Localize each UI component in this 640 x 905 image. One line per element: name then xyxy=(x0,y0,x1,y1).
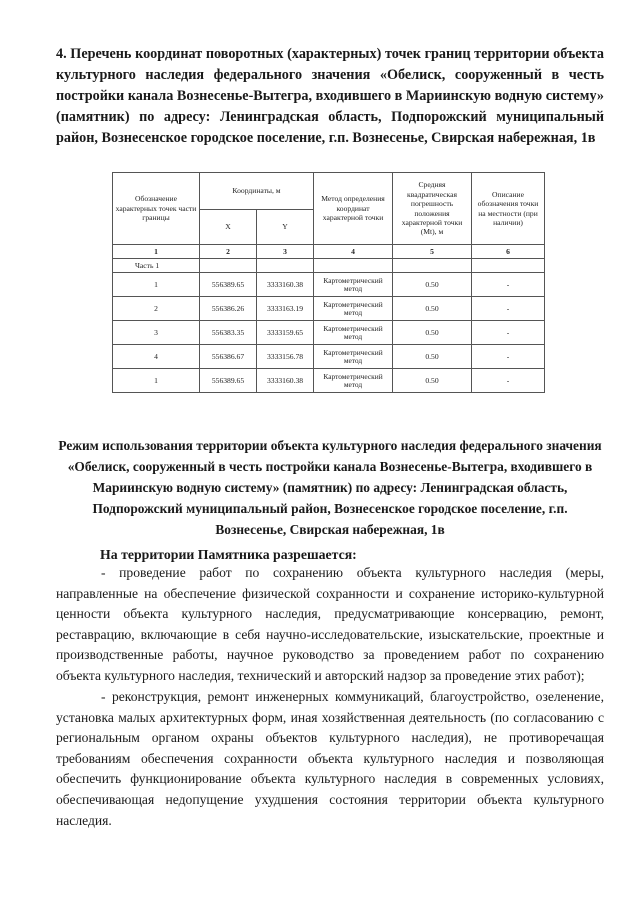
cell-x: 556389.65 xyxy=(200,369,257,393)
header-x: X xyxy=(200,210,257,245)
table-row xyxy=(113,321,545,345)
column-number: 5 xyxy=(393,245,472,259)
cell-y: 3333159.65 xyxy=(257,321,314,345)
allowed-subheading: На территории Памятника разрешается: xyxy=(100,547,357,562)
header-error: Средняя квадратическая погрешность положения характерной точки (Mt), м xyxy=(393,173,472,245)
cell-method: Картометрический метод xyxy=(314,297,393,321)
cell-error: 0.50 xyxy=(393,297,472,321)
cell-error: 0.50 xyxy=(393,273,472,297)
regime-title: Режим использования территории объекта культурного наследия федерального значения «Обелиск, сооруженный в честь постройки канала Вознесенье-Вытегра, входившего в Мариинскую водную систему» (памятник) по адресу: Ленинградская область, Подпорожский муниципальный район, Вознесенское городское поселение, г.п. Вознесенье, Свирская набережная, 1в xyxy=(58,438,602,537)
cell-y: 3333160.38 xyxy=(257,273,314,297)
cell-point: 3 xyxy=(113,321,200,345)
header-y: Y xyxy=(257,210,314,245)
cell-description: - xyxy=(472,321,545,345)
cell-x: 556383.35 xyxy=(200,321,257,345)
cell-point: 1 xyxy=(113,369,200,393)
table-row xyxy=(113,369,545,393)
cell-description: - xyxy=(472,297,545,321)
cell-x: 556386.26 xyxy=(200,297,257,321)
cell-error: 0.50 xyxy=(393,345,472,369)
cell-x: 556389.65 xyxy=(200,273,257,297)
column-numbers-row xyxy=(113,245,545,259)
table-row xyxy=(113,273,545,297)
column-number: 2 xyxy=(200,245,257,259)
table-row xyxy=(113,297,545,321)
paragraph-preservation-works: - проведение работ по сохранению объекта культурного наследия (меры, направленные на обеспечение физической сохранности и сохранение историко-культурной ценности объекта культурного наследия, предусматривающие консервацию, ремонт, реставрацию, включающие в себя научно-исследовательские, изыскательские, проектные и производственные работы, научное руководство за проведением работ по сохранению объекта культурного наследия, технический и авторский надзор за проведение этих работ); xyxy=(56,565,604,683)
cell-y: 3333163.19 xyxy=(257,297,314,321)
column-number: 1 xyxy=(113,245,200,259)
cell-method: Картометрический метод xyxy=(314,273,393,297)
paragraph-reconstruction: - реконструкция, ремонт инженерных коммуникаций, благоустройство, озеленение, установка малых архитектурных форм, иная хозяйственная деятельность (по согласованию с региональным органом охраны объектов культурного наследия), не противоречащая требованиям обеспечения сохранности объекта культурного наследия и позволяющая обеспечить функционирование объекта культурного наследия в современных условиях, обеспечивающая недопущение ухудшения состояния территории объекта культурного наследия. xyxy=(56,689,604,828)
column-number: 3 xyxy=(257,245,314,259)
cell-method: Картометрический метод xyxy=(314,369,393,393)
cell-point: 4 xyxy=(113,345,200,369)
part-row xyxy=(113,259,545,273)
cell-point: 1 xyxy=(113,273,200,297)
cell-error: 0.50 xyxy=(393,369,472,393)
header-coordinates: Координаты, м xyxy=(200,173,314,210)
part-label: Часть 1 xyxy=(113,259,200,273)
column-number: 4 xyxy=(314,245,393,259)
cell-method: Картометрический метод xyxy=(314,321,393,345)
cell-description: - xyxy=(472,369,545,393)
cell-error: 0.50 xyxy=(393,321,472,345)
cell-point: 2 xyxy=(113,297,200,321)
column-number: 6 xyxy=(472,245,545,259)
header-method: Метод определения координат характерной точки xyxy=(314,173,393,245)
cell-description: - xyxy=(472,345,545,369)
cell-x: 556386.67 xyxy=(200,345,257,369)
header-designation: Обозначение характерных точек части границы xyxy=(113,173,200,245)
section-heading: 4. Перечень координат поворотных (характерных) точек границ территории объекта культурного наследия федерального значения «Обелиск, сооруженный в честь постройки канала Вознесенье-Вытегра, входившего в Мариинскую водную систему» (памятник) по адресу: Ленинградская область, Подпорожский муниципальный район, Вознесенское городское поселение, г.п. Вознесенье, Свирская набережная, 1в xyxy=(56,46,604,146)
table-row xyxy=(113,345,545,369)
cell-y: 3333160.38 xyxy=(257,369,314,393)
cell-method: Картометрический метод xyxy=(314,345,393,369)
header-description: Описание обозначения точки на местности (при наличии) xyxy=(472,173,545,245)
cell-description: - xyxy=(472,273,545,297)
cell-y: 3333156.78 xyxy=(257,345,314,369)
coordinates-table xyxy=(112,172,545,393)
